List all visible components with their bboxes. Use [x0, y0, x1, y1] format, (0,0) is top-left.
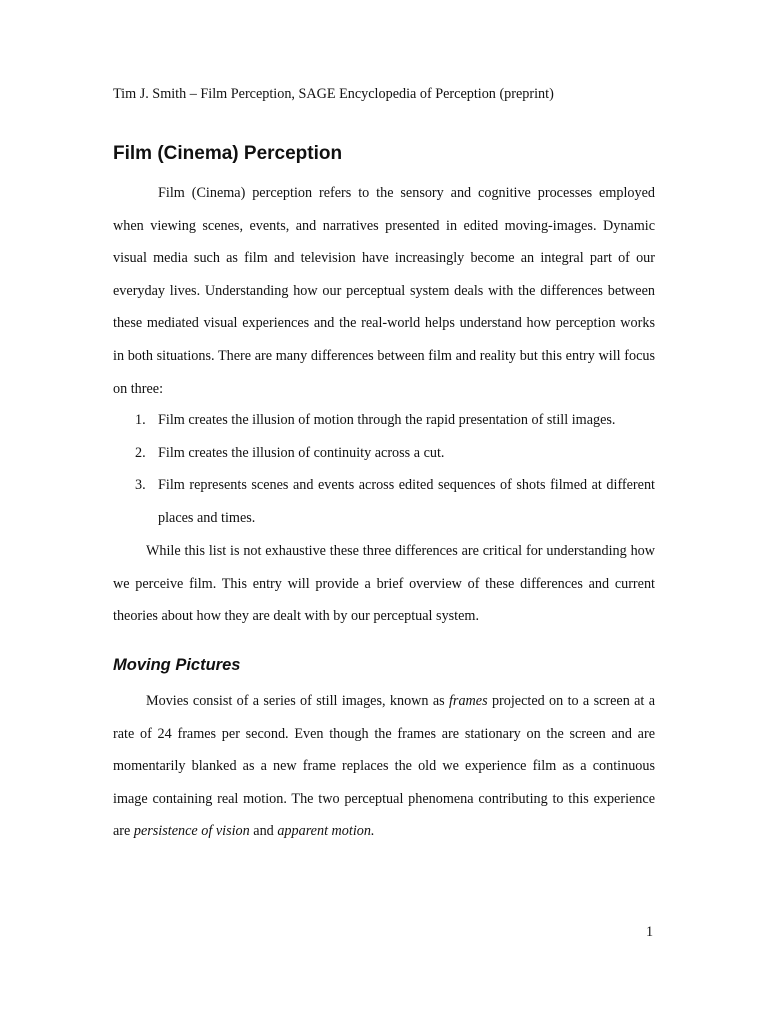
summary-paragraph-text: While this list is not exhaustive these three differences are critical for understanding how we perceive film. This entry will provide a brief overview of these differences and current theories about how they are dealt with by our perceptual system.: [113, 543, 655, 625]
paragraph-text: Movies consist of a series of still images, known as: [146, 693, 449, 709]
list-item-number: 1.: [135, 412, 146, 428]
paragraph-text: projected on to a screen at a rate of 24 frames per second. Even though the frames are stationary on the screen and are momentarily blanked as a new frame replaces the old we experience film as a continuous image containing real motion. The two perceptual phenomena contributing to this experience are: [113, 693, 655, 840]
list-item: [113, 404, 655, 437]
intro-paragraph-text: Film (Cinema) perception refers to the sensory and cognitive processes employed when viewing scenes, events, and narratives presented in edited moving-images. Dynamic visual media such as film and television have increasingly become an integral part of our everyday lives. Understanding how our perceptual system deals with the differences between these mediated visual experiences and the real-world helps understand how perception works in both situations. There are many differences between film and reality but this entry will focus on three:: [113, 185, 655, 397]
list-item-text: Film represents scenes and events across edited sequences of shots filmed at different places and times.: [158, 477, 655, 526]
differences-list: [113, 404, 655, 534]
list-item: [113, 437, 655, 470]
list-item-text: Film creates the illusion of continuity across a cut.: [158, 444, 445, 461]
summary-paragraph: [113, 535, 655, 633]
list-item-text: Film creates the illusion of motion through the rapid presentation of still images.: [158, 412, 616, 428]
list-item-number: 3.: [135, 477, 146, 494]
list-item-number: 2.: [135, 444, 146, 461]
section-heading: Moving Pictures: [113, 656, 241, 674]
document-title: Film (Cinema) Perception: [113, 143, 343, 164]
moving-pictures-paragraph: [113, 685, 655, 848]
running-header: Tim J. Smith – Film Perception, SAGE Encyclopedia of Perception (preprint): [113, 86, 554, 102]
term-frames: frames: [448, 693, 488, 709]
term-apparent-motion: apparent motion.: [277, 823, 375, 840]
page-number: 1: [646, 924, 654, 940]
intro-paragraph: [113, 177, 655, 405]
list-item: [113, 469, 655, 534]
paragraph-text: and: [249, 823, 278, 840]
term-persistence-of-vision: persistence of vision: [133, 823, 250, 840]
